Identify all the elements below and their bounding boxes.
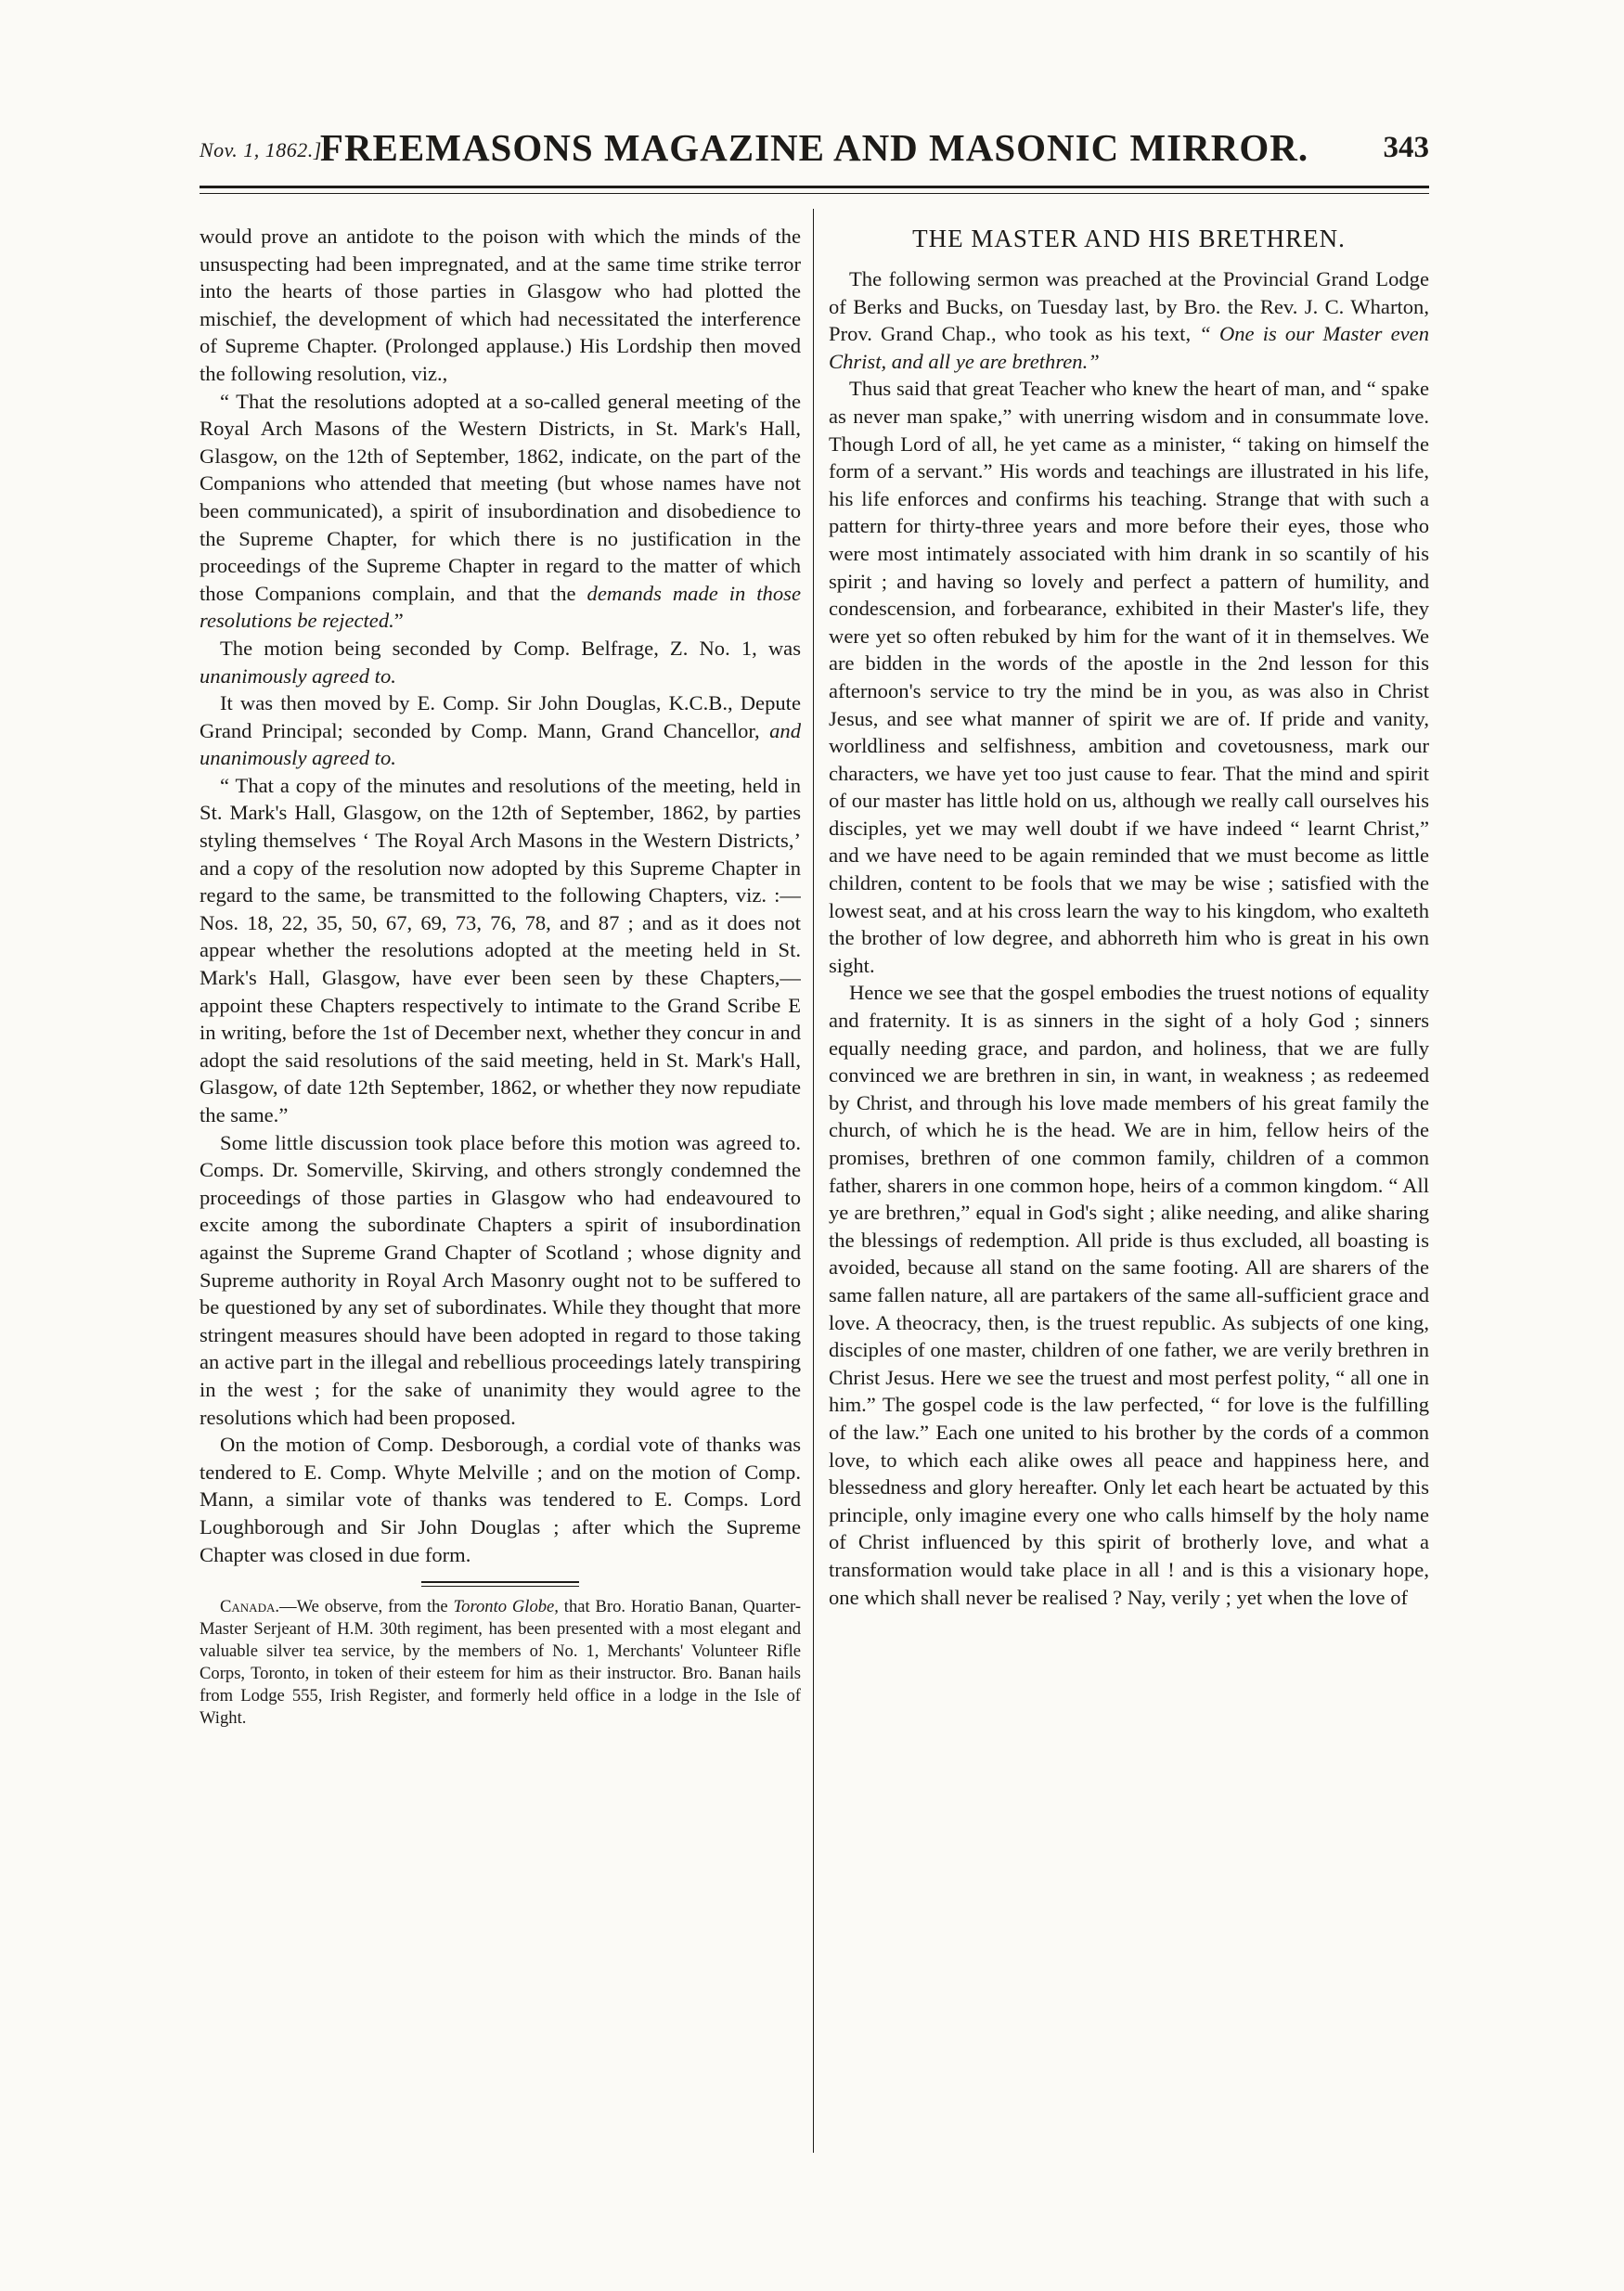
issue-date: Nov. 1, 1862.] — [200, 138, 322, 161]
page-header — [200, 125, 1429, 170]
header-rule-thick — [200, 186, 1429, 188]
paragraph: The following sermon was preached at the Provincial Grand Lodge of Berks and Bucks, on Tuesday last, by Bro. the Rev. J. C. Wharton, Prov. Grand Chap., who took as his text, “ One is our Master even Christ, and all ye are brethren.” — [829, 267, 1429, 373]
resolution-paragraph: “ That a copy of the minutes and resolutions of the meeting, held in St. Mark's Hall, Glasgow, on the 12th of September, 1862, by parties styling themselves ‘ The Royal Arch Masons in the Western Districts,’ and a copy of the resolution now adopted by this Supreme Chapter in regard to the same, be transmitted to the following Chapters, viz. :—Nos. 18, 22, 35, 50, 67, 69, 73, 76, 78, and 87 ; and as it does not appear whether the resolutions adopted at the meeting held in St. Mark's Hall, Glasgow, have ever been seen by these Chapters,—appoint these Chapters respectively to intimate to the Grand Scribe E in writing, before the 1st of December next, whether they concur in and adopt the said resolutions of the said meeting, held in St. Mark's Hall, Glasgow, of date 12th September, 1862, or whether they now repudiate the same.” — [200, 773, 801, 1126]
note-lead: Canada. — [220, 1597, 279, 1617]
resolution-paragraph: “ That the resolutions adopted at a so-called general meeting of the Royal Arch Masons of the Western Districts, in St. Mark's Hall, Glasgow, on the 12th of September, 1862, indicate, on the part of the Companions who attended that meeting (but whose names have not been communicated), a spirit of insubordination and disobedience to the Supreme Chapter, for which there is no justification in the proceedings of the Supreme Chapter in regard to the matter of which those Companions complain, and that the demands made in those resolutions be rejected.” — [200, 389, 801, 633]
page-number: 343 — [1383, 131, 1429, 164]
paragraph: Hence we see that the gospel embodies the truest notions of equality and fraternity. It is as sinners in the sight of a holy God ; sinners equally needing grace, and pardon, and holiness, that we are fully convinced we are brethren in sin, in want, in weakness ; as redeemed by Christ, and through his love made members of his great family the church, of which he is the head. We are in him, fellow heirs of the promises, brethren of one common family, children of a common father, sharers in one common hope, heirs of a common kingdom. “ All ye are brethren,” equal in God's sight ; alike needing, and alike sharing the blessings of redemption. All pride is thus excluded, all boasting is avoided, because all stand on the same footing. All are sharers of the same fallen nature, all are partakers of the same all-sufficient grace and love. A theocracy, then, is the truest republic. As subjects of one king, disciples of one master, children of one father, we are verily brethren in Christ Jesus. Here we see the truest and most perfest polity, “ all one in him.” The gospel code is the law perfected, “ for love is the fulfilling of the law.” Each one united to his brother by the cords of a common love, to which each alike owes all peace and happiness here, and blessedness and glory hereafter. Only let each heart be actuated by this principle, only imagine every one who calls himself by the holy name of Christ influenced by this spirit of brotherly love, and what a transformation would take place in all ! and is this a visionary hope, one which shall never be realised ? Nay, verily ; yet when the love of — [829, 981, 1429, 1609]
paragraph: The motion being seconded by Comp. Belfrage, Z. No. 1, was unanimously agreed to. — [200, 636, 801, 688]
section-divider — [421, 1581, 579, 1587]
masthead-title: FREEMASONS MAGAZINE AND MASONIC MIRROR. — [319, 126, 1309, 169]
column-divider — [813, 209, 814, 2153]
header-rule-thin — [200, 193, 1429, 194]
right-column — [829, 223, 1429, 2157]
left-column — [200, 223, 801, 2157]
paragraph: Some little discussion took place before this motion was agreed to. Comps. Dr. Somerville, Skirving, and others strongly condemned the proceedings of those parties in Glasgow who had endeavoured to excite among the subordinate Chapters a spirit of insubordination against the Supreme Grand Chapter of Scotland ; whose dignity and Supreme authority in Royal Arch Masonry ought not to be suffered to be questioned by any set of subordinates. While they thought that more stringent measures should have been adopted in regard to those taking an active part in the illegal and rebellious proceedings lately transpiring in the west ; for the sake of unanimity they would agree to the resolutions which had been proposed. — [200, 1130, 801, 1429]
paragraph: It was then moved by E. Comp. Sir John Douglas, K.C.B., Depute Grand Principal; seconded by Comp. Mann, Grand Chancellor, and unanimously agreed to. — [200, 691, 801, 770]
paragraph: On the motion of Comp. Desborough, a cordial vote of thanks was tendered to E. Comp. Whyte Melville ; and on the motion of Comp. Mann, a similar vote of thanks was tendered to E. Comps. Lord Loughborough and Sir John Douglas ; after which the Supreme Chapter was closed in due form. — [200, 1433, 801, 1566]
article-title: THE MASTER AND HIS BRETHREN. — [912, 225, 1346, 252]
paragraph: Thus said that great Teacher who knew the heart of man, and “ spake as never man spake,” with unerring wisdom and in consummate love. Though Lord of all, he yet came as a minister, “ taking on himself the form of a servant.” His words and teachings are illustrated in his life, his life enforces and confirms his teaching. Strange that with such a pattern for thirty-three years and more before their eyes, those who were most intimately associated with him drank in so scantily of his spirit ; and having so lovely and perfect a pattern of humility, and condescension, and forbearance, exhibited in their Master's life, they were yet so often rebuked by him for the want of it in themselves. We are bidden in the words of the apostle in the 2nd lesson for this afternoon's service to try the mind be in you, as was also in Christ Jesus, and see what manner of spirit we are of. If pride and vanity, worldliness and selfishness, ambition and covetousness, mark our characters, we have yet too just cause to fear. That the mind and spirit of our master has little hold on us, although we really call ourselves his disciples, yet we may well doubt if we have indeed “ learnt Christ,” and we have need to be again reminded that we must become as little children, content to be fools that we may be wise ; satisfied with the lowest seat, and at his cross learn the way to his kingdom, who exalteth the brother of low degree, and abhorreth him who is great in his own sight. — [829, 377, 1429, 977]
canada-note: Canada.—We observe, from the Toronto Globe, that Bro. Horatio Banan, Quarter-Master Serjeant of H.M. 30th regiment, has been presented with a most elegant and valuable silver tea service, by the members of No. 1, Merchants' Volunteer Rifle Corps, Toronto, in token of their esteem for him as their instructor. Bro. Banan hails from Lodge 555, Irish Register, and formerly held office in a lodge in the Isle of Wight. — [200, 1597, 801, 1729]
paragraph: would prove an antidote to the poison with which the minds of the unsuspecting had been impregnated, and at the same time strike terror into the hearts of those parties in Glasgow who had plotted the mischief, the development of which had necessitated the interference of Supreme Chapter. (Prolonged applause.) His Lordship then moved the following resolution, viz., — [200, 225, 801, 385]
